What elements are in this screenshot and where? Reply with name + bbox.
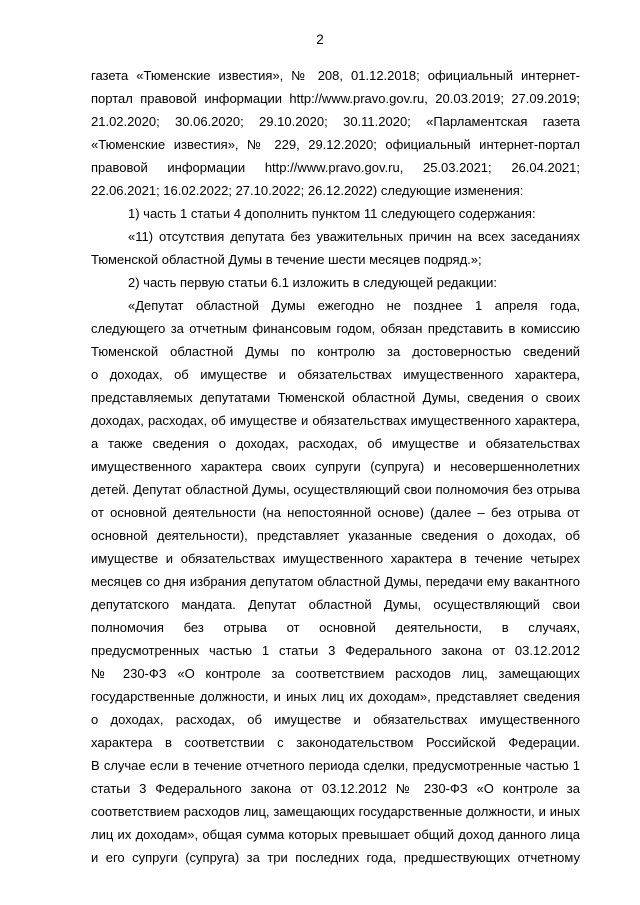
text-line: 2) часть первую статьи 6.1 изложить в следующей редакции:: [128, 275, 498, 290]
text-line: имущественного характера своих супруги (супруга) и несовершеннолетних: [91, 459, 580, 474]
text-line: Тюменской областной Думы в течение шести месяцев подряд.»;: [91, 252, 482, 267]
text-line: месяцев со дня избрания депутатом областной Думы, передачи ему вакантного: [91, 574, 580, 589]
text-line: Тюменской областной Думы по контролю за достоверностью сведений: [91, 344, 580, 359]
text-line: «11) отсутствия депутата без уважительных причин на всех заседаниях: [128, 229, 580, 244]
text-line: о доходах, об имуществе и обязательствах имущественного характера,: [91, 367, 580, 382]
text-line: статьи 3 Федерального закона от 03.12.2012 № 230-ФЗ «О контроле за: [91, 781, 580, 796]
text-line: портал правовой информации http://www.pravo.gov.ru, 20.03.2019; 27.09.2019;: [91, 91, 580, 106]
text-line: и его супруги (супруга) за три последних года, предшествующих отчетному: [91, 850, 580, 865]
text-line: детей. Депутат областной Думы, осуществляющий свои полномочия без отрыва: [91, 482, 580, 497]
text-line: № 230-ФЗ «О контроле за соответствием расходов лиц, замещающих: [91, 666, 580, 681]
text-line: основной деятельности), представляет указанные сведения о доходах, об: [91, 528, 580, 543]
page-number: 2: [316, 32, 324, 47]
text-line: предусмотренных частью 1 статьи 3 Федерального закона от 03.12.2012: [91, 643, 580, 658]
text-line: о доходах, расходах, об имуществе и обязательствах имущественного: [91, 712, 580, 727]
text-line: В случае если в течение отчетного периода сделки, предусмотренные частью 1: [91, 758, 580, 773]
text-line: «Депутат областной Думы ежегодно не позднее 1 апреля года,: [128, 298, 580, 313]
text-line: государственные должности, и иных лиц их доходам», представляет сведения: [91, 689, 580, 704]
document-body: [91, 64, 580, 869]
text-line: имуществе и обязательствах имущественного характера в течение четырех: [91, 551, 580, 566]
text-line: 21.02.2020; 30.06.2020; 29.10.2020; 30.11.2020; «Парламентская газета: [91, 114, 580, 129]
text-line: правовой информации http://www.pravo.gov.ru, 25.03.2021; 26.04.2021;: [91, 160, 580, 175]
text-line: «Тюменские известия», № 229, 29.12.2020; официальный интернет-портал: [91, 137, 580, 152]
text-line: следующего за отчетным финансовым годом, обязан представить в комиссию: [91, 321, 580, 336]
text-line: газета «Тюменские известия», № 208, 01.12.2018; официальный интернет-: [91, 68, 580, 83]
text-line: лиц их доходам», общая сумма которых превышает общий доход данного лица: [91, 827, 580, 842]
text-line: характера в соответствии с законодательством Российской Федерации.: [91, 735, 580, 750]
text-line: депутатского мандата. Депутат областной Думы, осуществляющий свои: [91, 597, 580, 612]
text-line: 1) часть 1 статьи 4 дополнить пунктом 11 следующего содержания:: [128, 206, 536, 221]
text-line: от основной деятельности (на непостоянной основе) (далее – без отрыва от: [91, 505, 580, 520]
text-line: полномочия без отрыва от основной деятельности, в случаях,: [91, 620, 580, 635]
text-line: доходах, расходах, об имуществе и обязательствах имущественного характера,: [91, 413, 580, 428]
text-line: соответствием расходов лиц, замещающих государственные должности, и иных: [91, 804, 580, 819]
text-line: 22.06.2021; 16.02.2022; 27.10.2022; 26.12.2022) следующие изменения:: [91, 183, 524, 198]
text-line: а также сведения о доходах, расходах, об имуществе и обязательствах: [91, 436, 580, 451]
text-line: представляемых депутатами Тюменской областной Думы, сведения о своих: [91, 390, 580, 405]
